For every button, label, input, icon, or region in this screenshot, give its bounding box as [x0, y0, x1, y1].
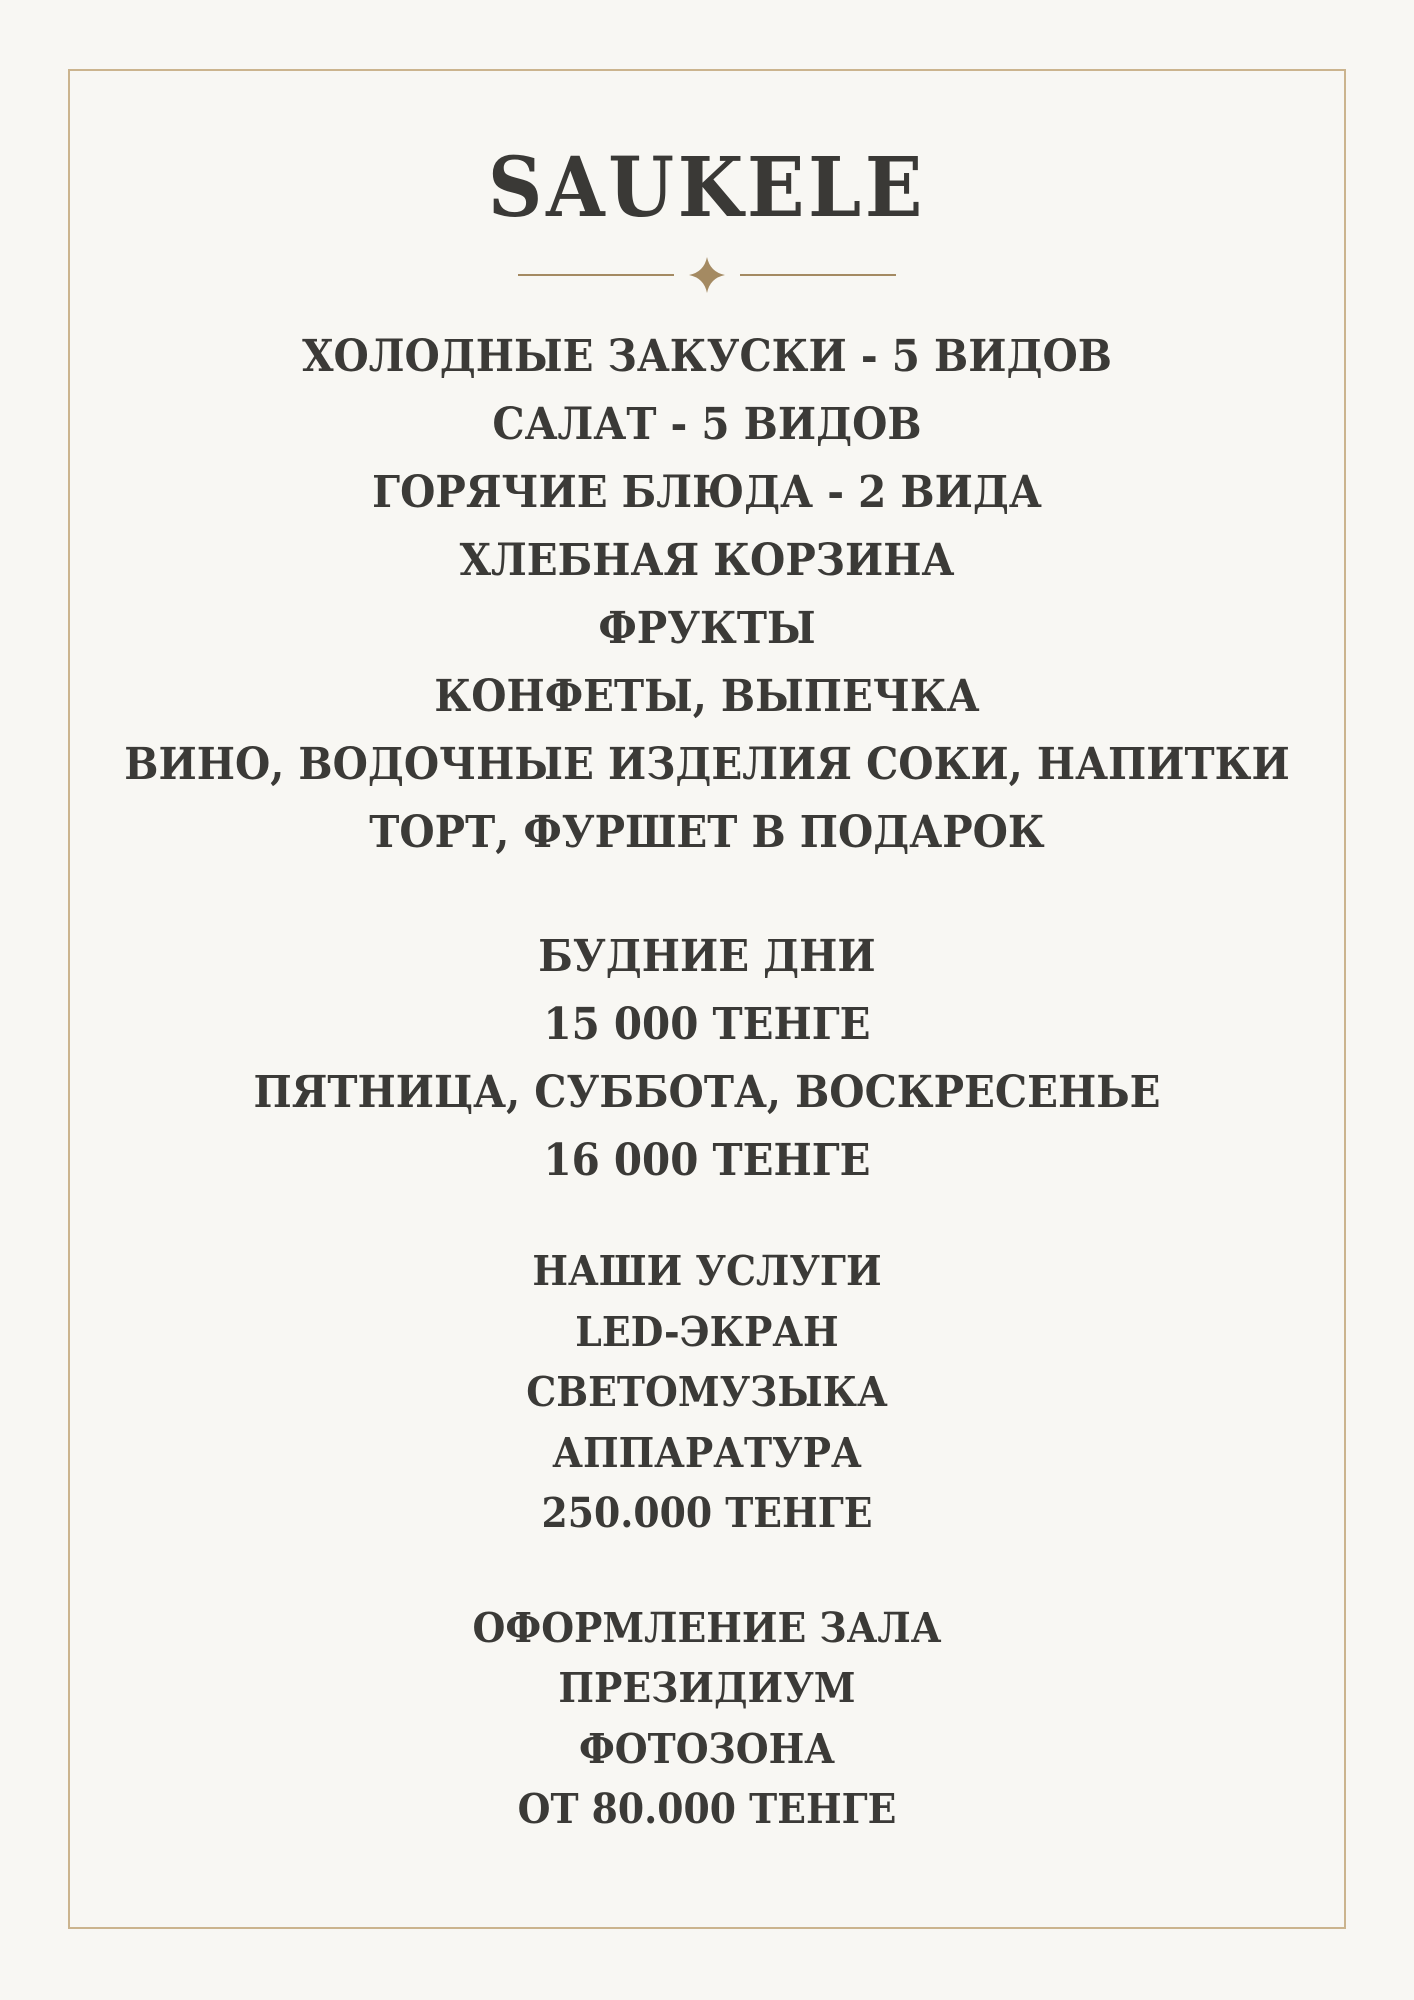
decor-photozone: ФОТОЗОНА [578, 1724, 835, 1773]
menu-item-bread-basket: ХЛЕБНАЯ КОРЗИНА [459, 535, 955, 586]
weekdays-price: 15 000 ТЕНГЕ [543, 999, 871, 1050]
weekend-price: 16 000 ТЕНГЕ [543, 1135, 871, 1186]
service-light-music: СВЕТОМУЗЫКА [526, 1368, 888, 1416]
four-point-star-icon [689, 257, 725, 293]
menu-item-salad: САЛАТ - 5 ВИДОВ [492, 399, 922, 450]
decor-heading: ОФОРМЛЕНИЕ ЗАЛА [472, 1603, 942, 1652]
weekdays-label: БУДНИЕ ДНИ [538, 931, 876, 982]
services-price: 250.000 ТЕНГЕ [541, 1489, 873, 1537]
decor-price: ОТ 80.000 ТЕНГЕ [517, 1785, 897, 1833]
menu-item-fruits: ФРУКТЫ [598, 603, 816, 654]
menu-list [68, 323, 1346, 867]
services-heading: НАШИ УСЛУГИ [532, 1247, 882, 1295]
menu-item-hot-dishes: ГОРЯЧИЕ БЛЮДА - 2 ВИДА [372, 467, 1042, 518]
decor-presidium: ПРЕЗИДИУМ [558, 1664, 856, 1712]
diamond-divider-icon [512, 255, 902, 295]
hall-decor-section [68, 1598, 1346, 1840]
venue-title: SAUKELE [487, 140, 927, 236]
service-led-screen: LED-ЭКРАН [575, 1307, 839, 1356]
menu-item-sweets-pastry: КОНФЕТЫ, ВЫПЕЧКА [434, 671, 980, 722]
service-equipment: АППАРАТУРА [552, 1428, 862, 1477]
weekend-label: ПЯТНИЦА, СУББОТА, ВОСКРЕСЕНЬЕ [253, 1067, 1161, 1118]
price-section [68, 923, 1346, 1195]
menu-item-cake-buffet: ТОРТ, ФУРШЕТ В ПОДАРОК [369, 807, 1045, 858]
content-column [68, 69, 1346, 1840]
services-section [68, 1241, 1346, 1544]
menu-item-drinks: ВИНО, ВОДОЧНЫЕ ИЗДЕЛИЯ СОКИ, НАПИТКИ [124, 739, 1290, 790]
menu-item-cold-appetizers: ХОЛОДНЫЕ ЗАКУСКИ - 5 ВИДОВ [302, 331, 1112, 382]
